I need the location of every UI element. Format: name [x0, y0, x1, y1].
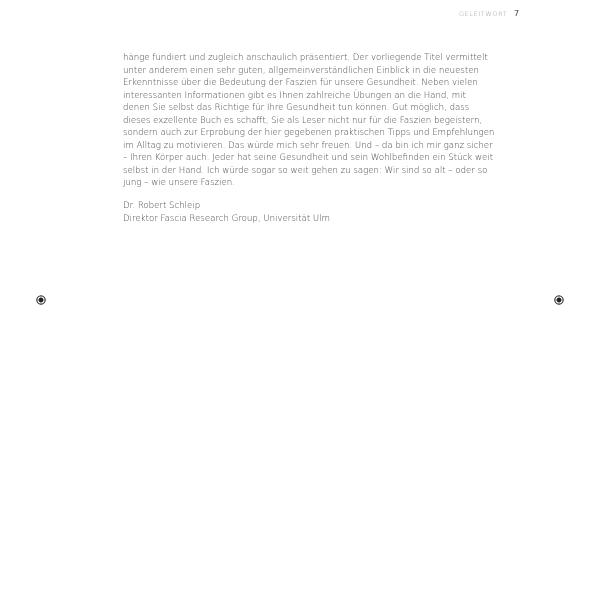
signature-title: Direktor Fascia Research Group, Universität Ulm	[123, 213, 330, 224]
signature-name: Dr. Robert Schleip	[123, 201, 201, 211]
signature-block	[123, 200, 330, 225]
registration-mark-icon	[554, 295, 564, 305]
running-head: GELEITWORT	[459, 10, 508, 18]
page-number: 7	[514, 9, 520, 18]
registration-mark-icon	[36, 295, 46, 305]
body-paragraph: hänge fundiert und zugleich anschaulich präsentiert. Der vorliegende Titel vermittelt unter anderem einen sehr guten, allgemeinverständlichen Einblick in die neuesten Erkenntnisse über die Bedeutung der Faszien für unsere Gesundheit. Neben vielen interessanten Informationen gibt es Ihnen zahlreiche Übungen an die Hand, mit denen Sie selbst das Richtige für Ihre Gesundheit tun können. Gut möglich, dass dieses exzellente Buch es schafft, Sie als Leser nicht nur für die Faszien begeistern, sondern auch zur Erprobung der hier gegebenen praktischen Tipps und Empfehlungen im Alltag zu motivieren. Das würde mich sehr freuen. Und – da bin ich mir ganz sicher – Ihren Körper auch. Jeder hat seine Gesundheit und sein Wohlbefinden ein Stück weit selbst in der Hand. Ich würde sogar so weit gehen zu sagen: Wir sind so alt – oder so jung – wie unsere Faszien.	[123, 53, 495, 189]
